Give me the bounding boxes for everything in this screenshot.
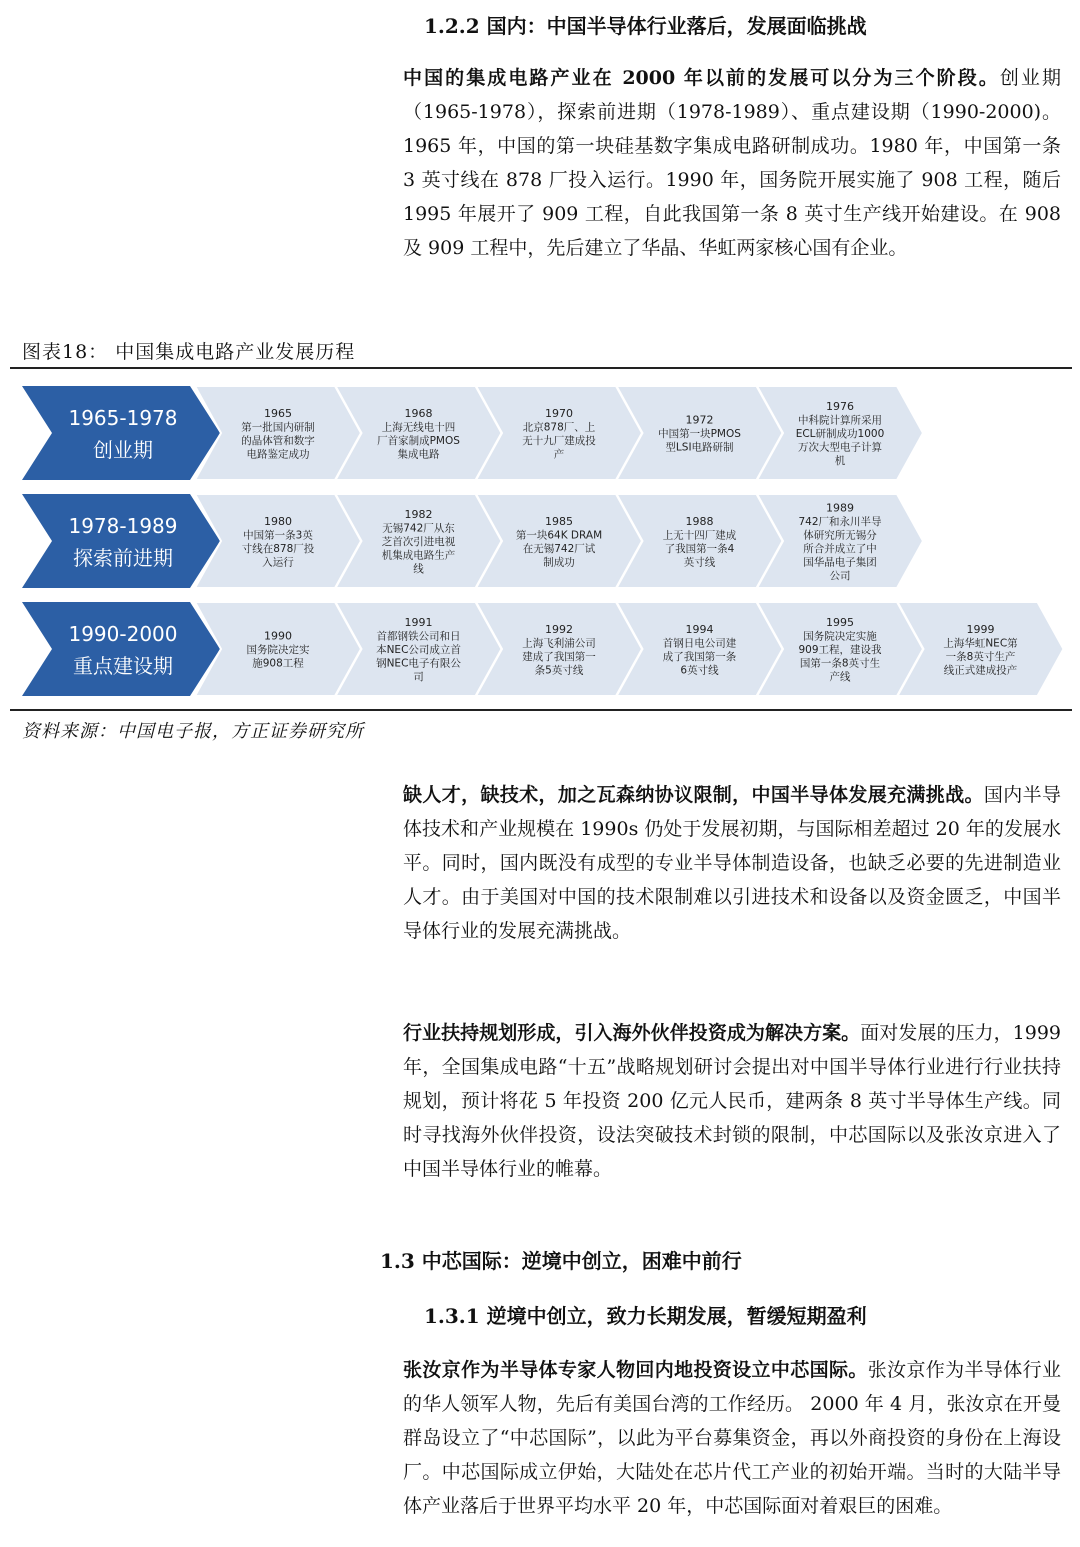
event-description: 电路鉴定成功 [246,448,310,461]
event-description: 首钢日电公司建 [662,637,737,650]
timeline-diagram [0,370,1080,705]
event-description: 制成功 [543,556,575,569]
event-description: 建成了我国第一 [522,650,596,663]
period-chevron [22,494,220,588]
event-description: 国第一条8英寸生 [799,657,881,670]
event-year: 1988 [685,514,714,528]
event-description: 施908工程 [252,657,304,670]
paragraph-lead: 中国的集成电路产业在 2000 年以前的发展可以分为三个阶段。 [403,67,1000,89]
paragraph-body: 创业期（1965-1978），探索前进期（1978-1989）、重点建设期（1990-2000)。1965 年，中国的第一块硅基数字集成电路研制成功。1980 年，中国第一条 3 英寸线在 878 厂投入运行。1990 年，国务院开展实施了 908 工程，随后 1995 年展开了 909 工程，自此我国第一条 8 英寸生产线开始建设。在 908 及 909 工程中，先后建立了华晶、华虹两家核心国有企业。 [403,67,1061,259]
section-heading-1-3-1: 1.3.1 逆境中创立，致力长期发展，暂缓短期盈利 [424,1304,867,1328]
event-year: 1991 [404,616,433,629]
figure-title: 图表18： 中国集成电路产业发展历程 [22,341,356,363]
event-description: 中国第一块PMOS [658,428,741,440]
event-description: 钢NEC电子有限公 [376,657,461,670]
event-description: ECL研制成功1000 [795,428,885,440]
period-years: 1965-1978 [68,406,178,430]
event-year: 1992 [545,622,573,636]
event-description: 上海飞利浦公司 [522,637,596,650]
event-description: 中科院计算所采用 [798,414,882,427]
event-description: 国务院决定实 [246,644,310,656]
paragraph-body: 面对发展的压力，1999 年，全国集成电路“十五”战略规划研讨会提出对中国半导体行业进行行业扶持规划，预计将花 5 年投资 200 亿元人民币，建两条 8 英寸半导体生产线。同时寻找海外伙伴投资，设法突破技术封锁的限制，中芯国际以及张汝京进入了中国半导体行业的帷幕。 [403,1022,1061,1180]
event-description: 产线 [829,671,851,683]
period-chevron [22,386,220,480]
event-description: 无十九厂建成投 [522,434,596,447]
period-chevron [22,602,220,696]
period-name: 创业期 [93,438,153,462]
event-year: 1965 [264,406,292,420]
event-description: 在无锡742厂试 [522,542,596,555]
event-year: 1970 [545,406,573,420]
event-description: 所合并成立了中 [803,542,877,555]
event-description: 机集成电路生产 [381,549,456,562]
section-heading-1-2-2: 1.2.2 国内：中国半导体行业落后，发展面临挑战 [424,14,867,38]
paragraph-challenges [403,778,1061,948]
event-year: 1994 [685,622,714,636]
event-description: 机 [834,455,846,467]
event-year: 1980 [264,514,292,528]
event-year: 1972 [685,413,714,427]
event-description: 体研究所无锡分 [803,529,877,542]
period-years: 1978-1989 [68,514,178,538]
paragraph-lead: 行业扶持规划形成，引入海外伙伴投资成为解决方案。 [403,1022,861,1044]
section-heading-1-3: 1.3 中芯国际：逆境中创立，困难中前行 [380,1249,742,1273]
event-year: 1989 [826,501,854,515]
event-description: 产 [553,448,565,461]
event-description: 司 [413,671,424,683]
paragraph-ic-stages [403,61,1061,265]
event-description: 线 [413,563,424,575]
figure-top-rule [10,367,1072,369]
period-years: 1990-2000 [68,622,178,646]
event-description: 第一块64K DRAM [515,529,603,542]
period-name: 探索前进期 [73,546,173,570]
event-description: 寸线在878厂投 [241,542,315,555]
event-description: 本NEC公司成立首 [376,644,461,656]
paragraph-body: 国内半导体技术和产业规模在 1990s 仍处于发展初期，与国际相差超过 20 年的发展水平。同时，国内既没有成型的专业半导体制造设备，也缺乏必要的先进制造业人才。由于美国对中国的技术限制难以引进技术和设备以及资金匮乏，中国半导体行业的发展充满挑战。 [403,784,1061,942]
paragraph-body: 张汝京作为半导体行业的华人领军人物，先后有美国台湾的工作经历。 2000 年 4 月，张汝京在开曼群岛设立了“中芯国际”，以此为平台募集资金，再以外商投资的身份在上海设厂。中芯国际成立伊始，大陆处在芯片代工产业的初始开端。当时的大陆半导体产业落后于世界平均水平 20 年，中芯国际面对着艰巨的困难。 [403,1359,1061,1517]
figure-source: 资料来源：中国电子报，方正证券研究所 [22,721,364,742]
event-description: 国务院决定实施 [803,630,877,643]
event-description: 万次大型电子计算 [798,441,882,454]
event-description: 北京878厂、上 [522,421,596,434]
event-year: 1990 [264,629,292,643]
event-description: 第一批国内研制 [241,421,315,434]
period-name: 重点建设期 [73,654,173,678]
event-description: 无锡742厂从东 [382,522,455,535]
event-description: 中国第一条3英 [243,529,313,542]
paragraph-support-plan [403,1016,1061,1186]
event-year: 1968 [404,406,433,420]
event-description: 型LSI电路研制 [665,441,734,454]
event-year: 1999 [966,622,995,636]
event-year: 1985 [545,514,573,528]
event-description: 公司 [829,569,851,582]
event-description: 6英寸线 [680,664,719,677]
paragraph-lead: 缺人才，缺技术，加之瓦森纳协议限制，中国半导体发展充满挑战。 [403,784,984,806]
event-description: 909工程，建设我 [798,644,882,656]
event-description: 上海华虹NEC第 [943,637,1018,650]
event-description: 上海无线电十四 [381,421,456,434]
event-description: 一条8英寸生产 [945,650,1016,663]
event-description: 首都钢铁公司和日 [376,630,461,643]
event-description: 集成电路 [397,448,440,461]
event-year: 1982 [404,508,433,521]
event-year: 1995 [826,616,854,629]
event-description: 英寸线 [683,556,716,569]
event-description: 了我国第一条4 [664,542,735,555]
paragraph-smic-founding [403,1353,1061,1523]
event-description: 线正式建成投产 [943,664,1018,677]
figure-bottom-rule [10,709,1072,711]
event-description: 上无十四厂建成 [662,529,737,542]
event-description: 成了我国第一条 [662,650,737,663]
event-description: 国华晶电子集团 [803,556,877,569]
event-description: 芝首次引进电视 [381,536,456,548]
event-year: 1976 [826,400,854,413]
event-description: 742厂和永川半导 [798,515,882,528]
event-description: 厂首家制成PMOS [377,434,460,447]
paragraph-lead: 张汝京作为半导体专家人物回内地投资设立中芯国际。 [403,1359,868,1381]
event-description: 条5英寸线 [534,664,584,677]
event-description: 入运行 [262,556,294,569]
event-description: 的晶体管和数字 [241,434,315,447]
